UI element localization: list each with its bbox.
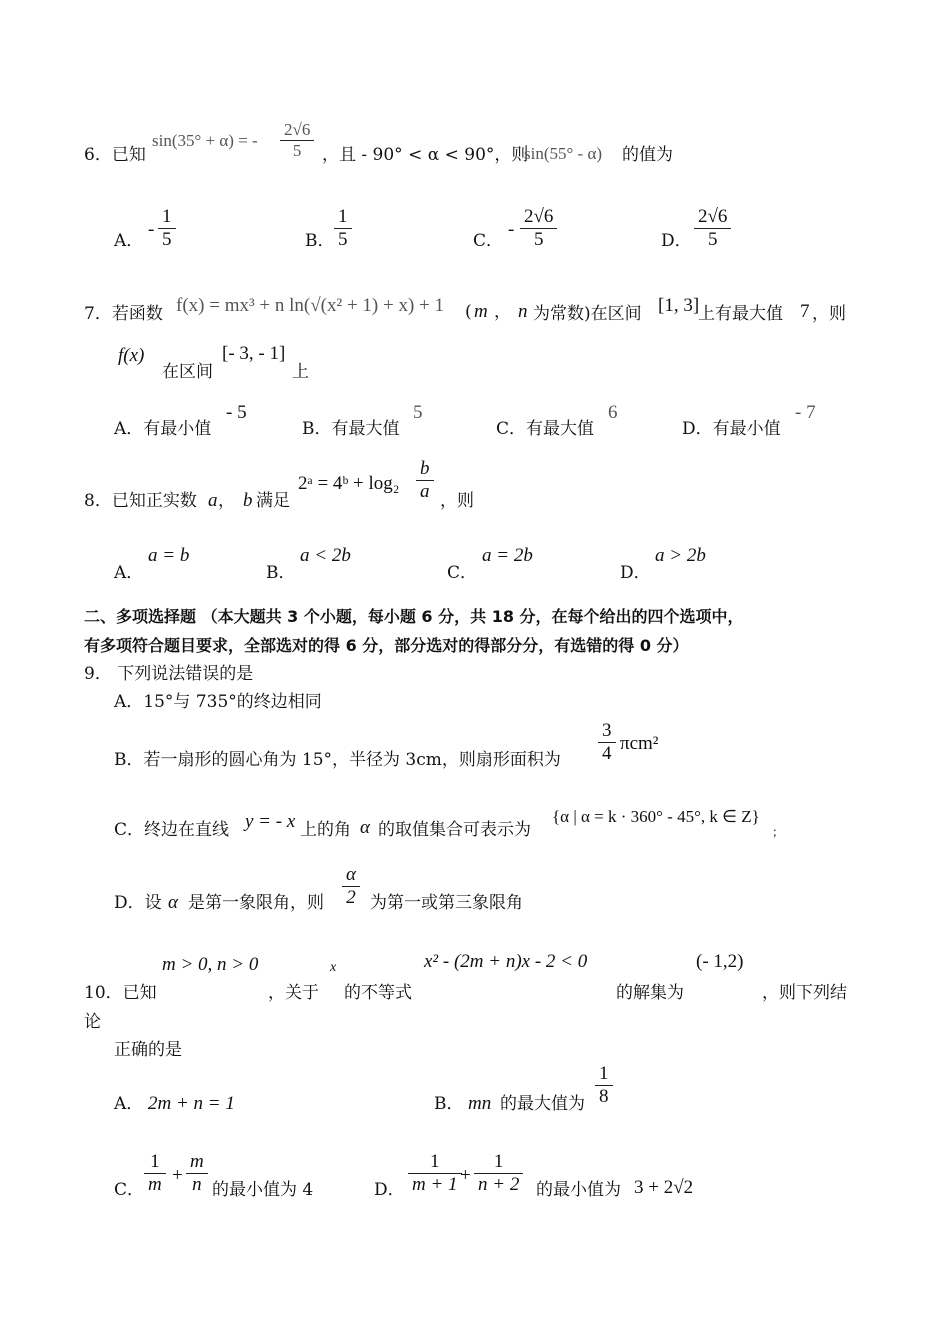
q8-option-c-label: C．	[447, 563, 478, 583]
q7-option-c-label: C．有最大值	[496, 419, 595, 439]
q7-option-b-value: 5	[413, 402, 423, 423]
q9-option-d-den: 2	[342, 886, 360, 909]
q7-var-n: n	[518, 301, 528, 322]
q9-option-b-den: 4	[598, 742, 616, 765]
q10-option-d-label: D．	[374, 1180, 405, 1200]
q6-option-b-num: 1	[338, 206, 348, 227]
q6-option-a-sign: -	[148, 219, 155, 240]
q8-then: ，则	[440, 491, 474, 511]
q8-sep: ，	[218, 491, 235, 511]
q7-then: ，则	[812, 304, 846, 324]
q7-var-m: m	[474, 301, 488, 322]
q9-option-b-unit: πcm²	[620, 733, 659, 754]
q10-option-c-den1: m	[144, 1173, 166, 1196]
q8-fraction	[418, 458, 432, 503]
q8-option-c-expr: a = 2b	[482, 545, 533, 566]
q10-solset: 的解集为	[616, 983, 684, 1003]
q10-correct: 正确的是	[114, 1040, 182, 1060]
q9-option-d-text3: 为第一或第三象限角	[370, 893, 523, 913]
q6-frac-num: 2√6	[284, 120, 311, 139]
q10-option-b-num: 1	[599, 1063, 609, 1084]
q6-label: 6．已知	[84, 145, 146, 165]
q8-frac-den: a	[416, 480, 434, 503]
q10-option-b-fraction	[597, 1063, 611, 1108]
q10-option-b-expr: mn	[468, 1093, 492, 1114]
q6-option-d-num: 2√6	[698, 206, 728, 227]
q7-in-interval: 在区间	[162, 362, 213, 382]
q10-option-d-frac1	[410, 1151, 460, 1196]
q8-option-d-label: D．	[620, 563, 651, 583]
q9-option-a: A．15°与 735°的终边相同	[114, 692, 322, 712]
q10-solution: (- 1,2)	[696, 951, 744, 972]
q10-option-d-den2: n + 2	[474, 1173, 523, 1196]
q10-lun: 论	[84, 1012, 101, 1032]
q6-option-d-label: D．	[661, 231, 692, 251]
q6-option-a-fraction	[160, 206, 174, 251]
q6-option-c-label: C．	[473, 231, 504, 251]
q9-option-d-alpha: α	[168, 892, 178, 913]
q7-option-a-value: - 5	[226, 402, 247, 423]
q9-option-b-fraction	[600, 720, 614, 765]
q10-option-c-frac1	[146, 1151, 164, 1196]
q8-label: 8．已知正实数	[84, 491, 197, 511]
q10-option-d-text: 的最小值为	[536, 1180, 621, 1200]
q7-interval-1: [1, 3]	[658, 295, 700, 316]
q6-option-b-label: B．	[305, 231, 335, 251]
q6-target: sin(55° - α)	[524, 144, 603, 163]
q9-option-b-num: 3	[602, 720, 612, 741]
q6-expr-fraction	[282, 120, 312, 160]
q7-fx: f(x)	[118, 345, 145, 366]
q8-option-a-label: A．	[114, 563, 144, 583]
q7-option-d-label: D．有最小值	[682, 419, 781, 439]
q9-option-d-fraction	[344, 864, 358, 909]
q10-then: ，则下列结	[762, 983, 847, 1003]
q8-option-a-expr: a = b	[148, 545, 190, 566]
q8-satisfy: 满足	[256, 491, 290, 511]
q8-frac-num: b	[420, 458, 430, 479]
q7-max-value: 7	[800, 301, 810, 322]
q10-option-b-label: B．	[434, 1094, 464, 1114]
q10-of: 的不等式	[344, 983, 412, 1003]
q10-option-a-expr: 2m + n = 1	[148, 1093, 235, 1114]
q7-option-c-value: 6	[608, 402, 618, 423]
q10-option-c-num2: m	[190, 1151, 204, 1172]
q9-option-c-text3: 的取值集合可表示为	[378, 820, 531, 840]
q10-option-d-num2: 1	[493, 1151, 504, 1172]
q7-option-b-label: B．有最大值	[302, 419, 400, 439]
q7-label: 7．若函数	[84, 304, 163, 324]
q9-option-d-text2: 是第一象限角，则	[188, 893, 324, 913]
q8-option-b-label: B．	[266, 563, 296, 583]
q10-option-c-den2: n	[186, 1173, 208, 1196]
q6-expr-left: sin(35° + α) = -	[152, 131, 258, 150]
q7-comma: ，	[494, 302, 511, 322]
q6-option-c-den: 5	[520, 228, 557, 251]
q10-option-c-text: 的最小值为 4	[212, 1180, 314, 1200]
q9-option-c-text2: 上的角	[300, 820, 351, 840]
q6-option-c-num: 2√6	[524, 206, 554, 227]
q7-on: 上	[292, 362, 309, 382]
section2-heading-line1: 二、多项选择题 （本大题共 3 个小题，每小题 6 分，共 18 分，在每个给出的四个选项中，	[84, 607, 744, 626]
q6-option-b-fraction	[336, 206, 350, 251]
q10-inequality: x² - (2m + n)x - 2 < 0	[424, 951, 588, 972]
q6-option-d-den: 5	[694, 228, 731, 251]
q7-desc: 为常数)在区间	[533, 304, 642, 324]
q9-option-c-end: ；	[772, 825, 785, 839]
q6-option-a-num: 1	[162, 206, 172, 227]
q10-var-x: x	[330, 960, 337, 975]
q9-label: 9． 下列说法错误的是	[84, 664, 254, 684]
q8-equation: 2ᵃ = 4ᵇ + log₂	[298, 473, 400, 494]
q9-option-d-text1: D．设	[114, 893, 162, 913]
q9-option-c-text1: C．终边在直线	[114, 820, 230, 840]
q8-var-a: a	[208, 490, 218, 511]
q9-option-b-text: B．若一扇形的圆心角为 15°，半径为 3cm，则扇形面积为	[114, 750, 561, 770]
q10-condition: m > 0, n > 0	[162, 954, 259, 975]
q7-interval-2: [- 3, - 1]	[222, 343, 286, 364]
q6-option-c-sign: -	[508, 219, 515, 240]
q10-option-c-frac2	[188, 1151, 206, 1196]
q6-option-b-den: 5	[334, 228, 352, 251]
q6-option-a-den: 5	[158, 228, 176, 251]
q10-option-d-value: 3 + 2√2	[634, 1177, 694, 1198]
q8-option-d-expr: a > 2b	[655, 545, 706, 566]
q6-option-c-fraction	[522, 206, 555, 251]
q10-option-c-label: C．	[114, 1180, 145, 1200]
q6-tail: 的值为	[622, 145, 673, 165]
q7-function: f(x) = mx³ + n ln(√(x² + 1) + x) + 1	[176, 295, 444, 316]
section2-heading-line2: 有多项符合题目要求，全部选对的得 6 分，部分选对的得部分分，有选错的得 0 分）	[84, 636, 689, 655]
q6-condition: ，且 - 90° < α < 90°，则	[322, 145, 529, 165]
q10-option-d-frac2	[476, 1151, 521, 1196]
q10-option-b-text: 的最大值为	[500, 1094, 585, 1114]
q10-about: ，关于	[268, 983, 319, 1003]
q6-option-a-label: A．	[114, 231, 144, 251]
q7-option-d-value: - 7	[795, 402, 816, 423]
q10-option-b-den: 8	[595, 1085, 613, 1108]
q7-max-text: 上有最大值	[698, 304, 783, 324]
q7-option-a-label: A．有最小值	[114, 419, 212, 439]
q10-option-d-den1: m + 1	[408, 1173, 462, 1196]
q10-option-c-plus: +	[172, 1165, 183, 1186]
q7-paren: (	[465, 302, 472, 322]
q8-option-b-expr: a < 2b	[300, 545, 351, 566]
q9-option-c-set: {α | α = k · 360° - 45°, k ∈ Z}	[552, 807, 760, 826]
q6-option-d-fraction	[696, 206, 729, 251]
q10-option-d-num1: 1	[430, 1151, 440, 1172]
q9-option-d-num: α	[346, 864, 356, 885]
q8-var-b: b	[243, 490, 253, 511]
q9-option-c-alpha: α	[360, 817, 370, 838]
q10-label: 10．已知	[84, 983, 157, 1003]
q10-option-c-num1: 1	[150, 1151, 160, 1172]
q9-option-c-line: y = - x	[245, 811, 296, 832]
q10-option-a-label: A．	[114, 1094, 144, 1114]
q6-frac-den: 5	[280, 140, 314, 161]
q10-option-d-plus: +	[460, 1165, 471, 1186]
